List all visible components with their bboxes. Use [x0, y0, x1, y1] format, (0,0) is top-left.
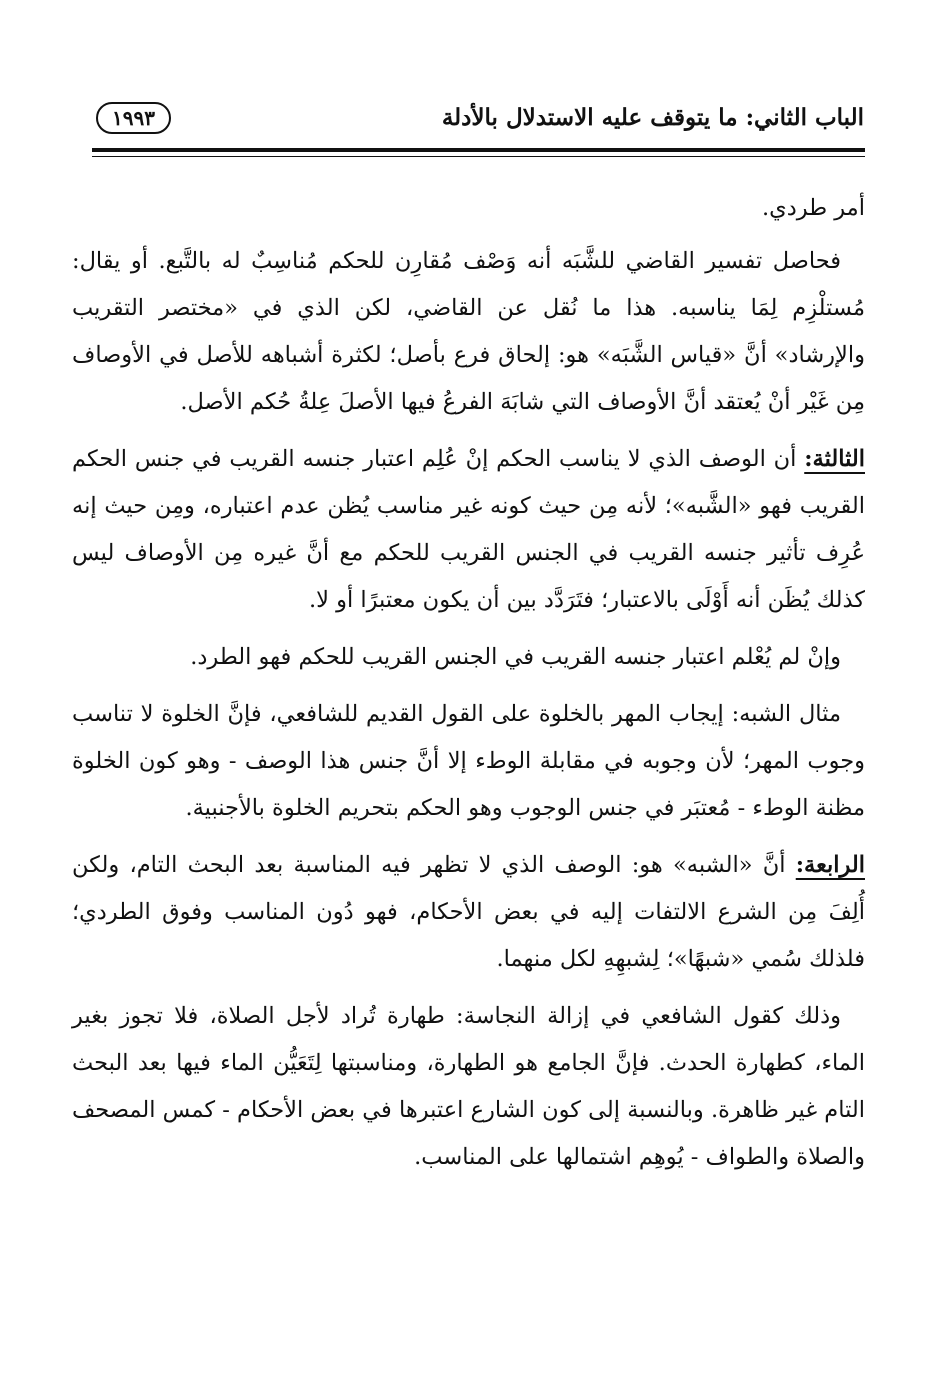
paragraph [72, 993, 865, 1181]
paragraph-text: مثال الشبه: إيجاب المهر بالخلوة على القول القديم للشافعي، فإنَّ الخلوة لا تناسب وجوب المهر؛ لأن وجوبه في مقابلة الوطء إلا أنَّ جنس هذا الوصف - وهو كون الخلوة مظنة الوطء - مُعتبَر في جنس الوجوب وهو الحكم بتحريم الخلوة بالأجنبية. [72, 701, 865, 821]
paragraph-text: وإنْ لم يُعْلم اعتبار جنسه القريب في الجنس القريب للحكم فهو الطرد. [190, 644, 841, 670]
chapter-title: الباب الثاني: ما يتوقف عليه الاستدلال بالأدلة [441, 104, 864, 131]
paragraph [72, 185, 865, 232]
paragraph-label: الرابعة: [795, 852, 865, 878]
header-rule-thin [92, 156, 865, 157]
paragraph [72, 634, 865, 681]
page-number: ١٩٩٣ [96, 102, 171, 134]
paragraph-text: أنَّ «الشبه» هو: الوصف الذي لا تظهر فيه المناسبة بعد البحث التام، ولكن أُلِفَ مِن الشرع الالتفات إليه في بعض الأحكام، فهو دُون المناسب وفوق الطردي؛ فلذلك سُمي «شبهًا»؛ لِشبهِهِ لكل منهما. [72, 852, 865, 972]
body-text [72, 185, 865, 1191]
paragraph [72, 691, 865, 832]
paragraph-text: أن الوصف الذي لا يناسب الحكم إنْ عُلِم اعتبار جنسه القريب في جنس الحكم القريب فهو «الشَّبه»؛ لأنه مِن حيث كونه غير مناسب يُظن عدم اعتباره، ومِن حيث إنه عُرِف تأثير جنسه القريب في الجنس القريب للحكم مع أنَّ غيره مِن الأوصاف ليس كذلك يُظَن أنه أَوْلَى بالاعتبار؛ فتَرَدَّد بين أن يكون معتبرًا أو لا. [72, 446, 865, 613]
paragraph [72, 436, 865, 624]
paragraph-label: الثالثة: [804, 446, 865, 472]
header-rule-thick [92, 148, 865, 152]
page-header [92, 100, 864, 150]
paragraph-text: أمر طردي. [762, 195, 865, 221]
paragraph [72, 238, 865, 426]
paragraph [72, 842, 865, 983]
paragraph-text: فحاصل تفسير القاضي للشَّبَه أنه وَصْف مُقارِن للحكم مُناسِبٌ له بالتَّبع. أو يقال: مُستلْزِم لِمَا يناسبه. هذا ما نُقل عن القاضي، لكن الذي في «مختصر التقريب والإرشاد» أنَّ «قياس الشَّبَه» هو: إلحاق فرع بأصل؛ لكثرة أشباهه للأصل في الأوصاف مِن غَيْر أنْ يُعتقد أنَّ الأوصاف التي شابَهَ الفرعُ فيها الأصلَ عِلةُ حُكم الأصل. [72, 248, 865, 415]
paragraph-text: وذلك كقول الشافعي في إزالة النجاسة: طهارة تُراد لأجل الصلاة، فلا تجوز بغير الماء، كطهارة الحدث. فإنَّ الجامع هو الطهارة، ومناسبتها لِتَعَيُّن الماء فيها بعد البحث التام غير ظاهرة. وبالنسبة إلى كون الشارع اعتبرها في بعض الأحكام - كمس المصحف والصلاة والطواف - يُوهِم اشتمالها على المناسب. [72, 1003, 865, 1170]
